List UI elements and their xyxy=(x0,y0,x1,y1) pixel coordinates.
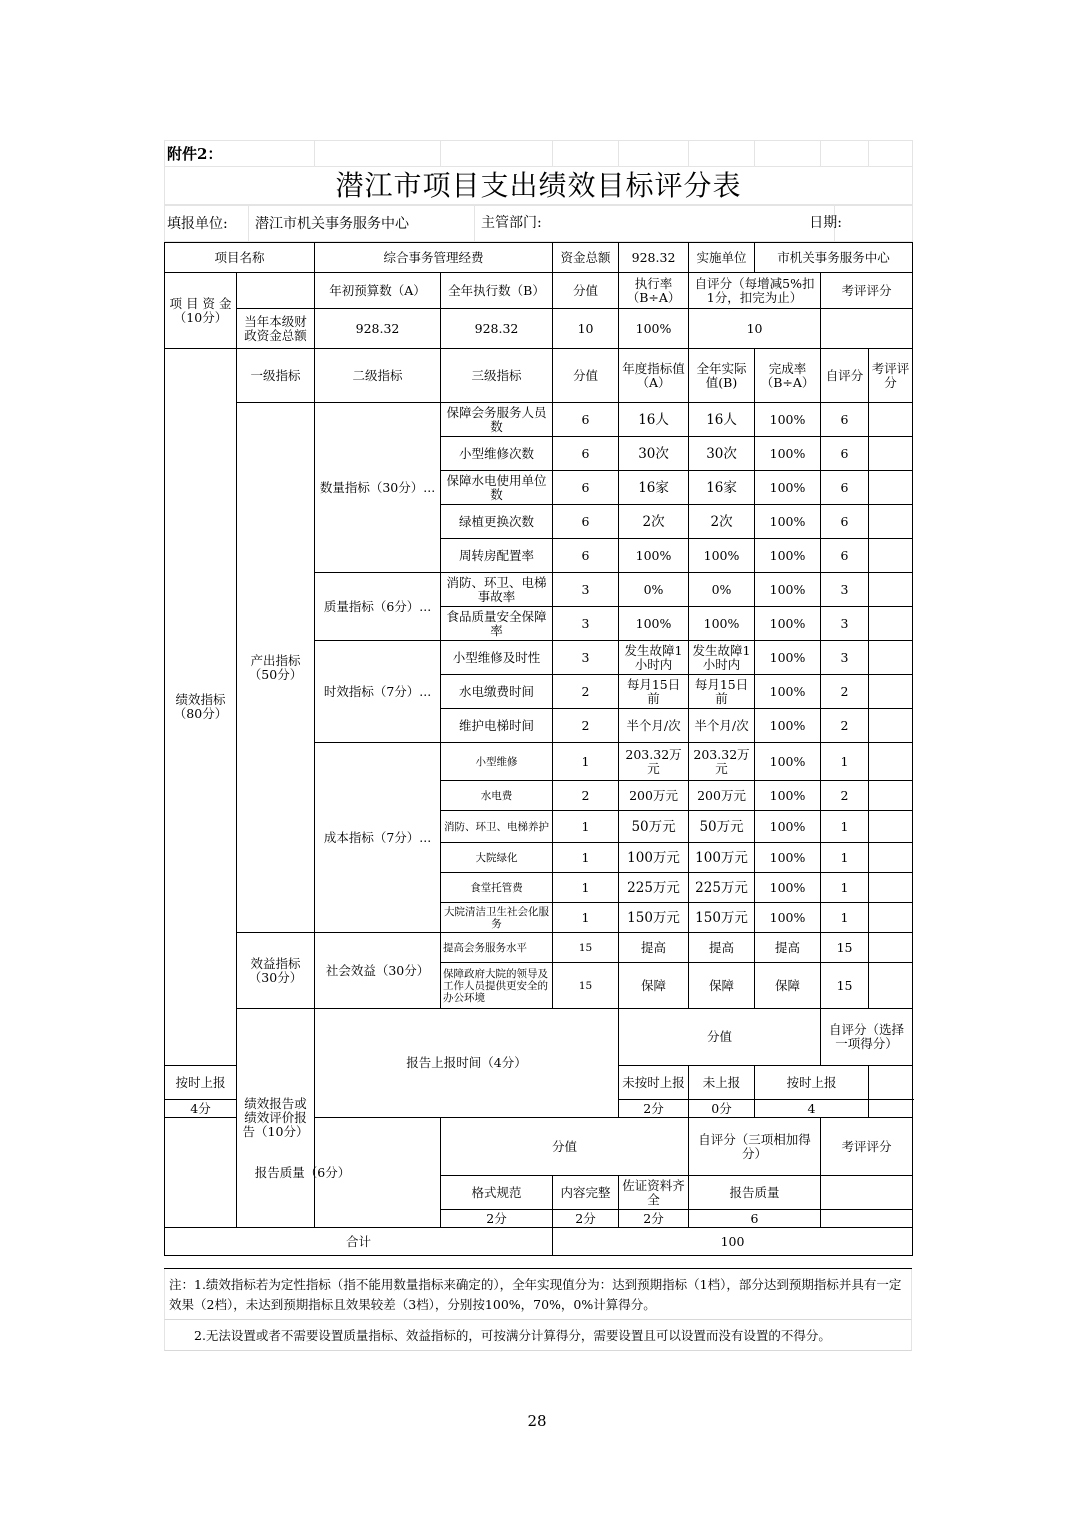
q-evidence: 佐证资料齐全 xyxy=(619,1176,689,1210)
funds-self-value: 10 xyxy=(689,309,821,349)
indicator-actual: 每月15日前 xyxy=(689,675,755,709)
indicator-target: 100% xyxy=(619,607,689,641)
report-time-label: 报告上报时间（4分） xyxy=(315,1009,619,1118)
indicator-name: 大院绿化 xyxy=(441,843,553,873)
page-title: 潜江市项目支出绩效目标评分表 xyxy=(165,167,913,205)
social-benefit-label: 社会效益（30分） xyxy=(315,933,441,1009)
indicator-rate: 100% xyxy=(755,505,821,539)
indicator-score: 2 xyxy=(553,709,619,743)
indicator-actual: 150万元 xyxy=(689,903,755,933)
page-number: 28 xyxy=(527,1412,547,1430)
indicator-self: 15 xyxy=(821,963,869,1009)
indicator-target: 100% xyxy=(619,539,689,573)
indicator-self: 6 xyxy=(821,403,869,437)
indicator-score: 6 xyxy=(553,539,619,573)
report-quality-review-label: 考评评分 xyxy=(821,1118,913,1176)
indicator-name: 消防、环卫、电梯养护 xyxy=(441,811,553,843)
total-value: 100 xyxy=(553,1228,913,1256)
funds-section-label: 项 目 资 金（10分） xyxy=(165,273,237,349)
perf-h-score: 分值 xyxy=(553,349,619,403)
project-name-label: 项目名称 xyxy=(165,243,315,273)
indicator-rate: 100% xyxy=(755,873,821,903)
fill-unit-value: 潜江市机关事务服务中心 xyxy=(249,206,475,242)
indicator-name: 保障水电使用单位数 xyxy=(441,471,553,505)
indicator-actual: 50万元 xyxy=(689,811,755,843)
indicator-actual: 半个月/次 xyxy=(689,709,755,743)
total-funds-label: 资金总额 xyxy=(553,243,619,273)
indicator-actual: 16人 xyxy=(689,403,755,437)
perf-h-actual: 全年实际值(B) xyxy=(689,349,755,403)
indicator-self: 6 xyxy=(821,471,869,505)
indicator-rate: 100% xyxy=(755,781,821,811)
indicator-rate: 100% xyxy=(755,539,821,573)
indicator-target: 保障 xyxy=(619,963,689,1009)
report-quality-self-label: 自评分（三项相加得分） xyxy=(689,1118,821,1176)
indicator-self: 6 xyxy=(821,505,869,539)
indicator-rate: 100% xyxy=(755,709,821,743)
note-1: 注：1.绩效指标若为定性指标（指不能用数量指标来确定的），全年实现值分为：达到预期指标（1档），部分达到预期指标并具有一定效果（2档），未达到预期指标且效果较差（3档），分别按100%，70%，0%计算得分。 xyxy=(164,1269,912,1320)
indicator-score: 2 xyxy=(553,781,619,811)
indicator-rate: 100% xyxy=(755,471,821,505)
indicator-name: 提高会务服务水平 xyxy=(441,933,553,963)
report-time-self-value: 按时上报 xyxy=(755,1066,869,1100)
cost-indicator-label: 成本指标（7分）... xyxy=(315,743,441,933)
indicator-score: 1 xyxy=(553,873,619,903)
indicator-rate: 100% xyxy=(755,437,821,471)
indicator-score: 1 xyxy=(553,811,619,843)
output-indicator-label: 产出指标（50分） xyxy=(237,403,315,933)
indicator-rate: 提高 xyxy=(755,933,821,963)
indicator-name: 小型维修 xyxy=(441,743,553,781)
indicator-name: 水电费 xyxy=(441,781,553,811)
opt-none: 未上报 xyxy=(689,1066,755,1100)
q-content: 内容完整 xyxy=(553,1176,619,1210)
date-label: 日期: xyxy=(809,215,842,231)
indicator-actual: 提高 xyxy=(689,933,755,963)
report-time-self-points: 4 xyxy=(755,1100,869,1118)
indicator-score: 3 xyxy=(553,607,619,641)
perf-h-target: 年度指标值（A） xyxy=(619,349,689,403)
indicator-actual: 225万元 xyxy=(689,873,755,903)
total-label: 合计 xyxy=(165,1228,553,1256)
indicator-self: 2 xyxy=(821,675,869,709)
indicator-target: 30次 xyxy=(619,437,689,471)
pts-none: 0分 xyxy=(689,1100,755,1118)
indicator-self: 6 xyxy=(821,437,869,471)
total-funds-value: 928.32 xyxy=(619,243,689,273)
perf-h-rate: 完成率（B÷A） xyxy=(755,349,821,403)
quality-indicator-label: 质量指标（6分）... xyxy=(315,573,441,641)
form-page xyxy=(164,140,912,1351)
perf-h-level1: 一级指标 xyxy=(237,349,315,403)
indicator-target: 50万元 xyxy=(619,811,689,843)
dept-label: 主管部门: xyxy=(481,215,542,231)
indicator-actual: 100% xyxy=(689,539,755,573)
opt-late: 未按时上报 xyxy=(619,1066,689,1100)
q-content-pts: 2分 xyxy=(553,1210,619,1228)
indicator-score: 6 xyxy=(553,437,619,471)
indicator-actual: 2次 xyxy=(689,505,755,539)
indicator-target: 0% xyxy=(619,573,689,607)
indicator-self: 1 xyxy=(821,743,869,781)
funds-score-value: 10 xyxy=(553,309,619,349)
indicator-name: 食堂托管费 xyxy=(441,873,553,903)
report-section-label: 绩效报告或绩效评价报告（10分） xyxy=(237,1009,315,1228)
indicator-rate: 100% xyxy=(755,403,821,437)
indicator-name: 消防、环卫、电梯事故率 xyxy=(441,573,553,607)
indicator-self: 15 xyxy=(821,933,869,963)
fill-unit-label: 填报单位: xyxy=(165,206,249,242)
indicator-actual: 100万元 xyxy=(689,843,755,873)
opt-ontime: 按时上报 xyxy=(165,1066,237,1100)
indicator-actual: 30次 xyxy=(689,437,755,471)
indicator-target: 150万元 xyxy=(619,903,689,933)
table-row xyxy=(165,403,913,437)
funds-value-row xyxy=(165,309,913,349)
indicator-target: 提高 xyxy=(619,933,689,963)
pts-late: 2分 xyxy=(619,1100,689,1118)
indicator-name: 大院清洁卫生社会化服务 xyxy=(441,903,553,933)
perf-h-level2: 二级指标 xyxy=(315,349,441,403)
indicator-actual: 16家 xyxy=(689,471,755,505)
indicator-score: 15 xyxy=(553,933,619,963)
funds-col-b: 全年执行数（B） xyxy=(441,273,553,309)
indicator-self: 1 xyxy=(821,873,869,903)
indicator-name: 小型维修及时性 xyxy=(441,641,553,675)
report-time-self-label: 自评分（选择一项得分） xyxy=(821,1009,913,1066)
indicator-actual: 203.32万元 xyxy=(689,743,755,781)
indicator-rate: 100% xyxy=(755,743,821,781)
indicator-name: 小型维修次数 xyxy=(441,437,553,471)
indicator-rate: 100% xyxy=(755,811,821,843)
notes xyxy=(164,1268,912,1351)
indicator-score: 15 xyxy=(553,963,619,1009)
annex-label: 附件2： xyxy=(165,141,315,167)
indicator-actual: 保障 xyxy=(689,963,755,1009)
perf-header-row xyxy=(165,349,913,403)
indicator-target: 203.32万元 xyxy=(619,743,689,781)
indicator-rate: 100% xyxy=(755,573,821,607)
funds-col-rate: 执行率（B÷A） xyxy=(619,273,689,309)
indicator-target: 200万元 xyxy=(619,781,689,811)
indicator-self: 3 xyxy=(821,607,869,641)
indicator-self: 2 xyxy=(821,781,869,811)
indicator-target: 2次 xyxy=(619,505,689,539)
indicator-score: 6 xyxy=(553,403,619,437)
indicator-name: 食品质量安全保障率 xyxy=(441,607,553,641)
funds-a-value: 928.32 xyxy=(315,309,441,349)
benefit-indicator-label: 效益指标（30分） xyxy=(237,933,315,1009)
indicator-target: 每月15日前 xyxy=(619,675,689,709)
indicator-rate: 100% xyxy=(755,641,821,675)
funds-col-self: 自评分（每增减5%扣1分，扣完为止） xyxy=(689,273,821,309)
report-quality-score-label: 分值 xyxy=(441,1118,689,1176)
indicator-score: 1 xyxy=(553,843,619,873)
indicator-actual: 发生故障1小时内 xyxy=(689,641,755,675)
score-table xyxy=(164,242,913,1256)
indicator-rate: 保障 xyxy=(755,963,821,1009)
indicator-target: 16人 xyxy=(619,403,689,437)
indicator-name: 维护电梯时间 xyxy=(441,709,553,743)
indicator-actual: 100% xyxy=(689,607,755,641)
project-name-value: 综合事务管理经费 xyxy=(315,243,553,273)
funds-header-row xyxy=(165,273,913,309)
funds-rate-value: 100% xyxy=(619,309,689,349)
pts-ontime: 4分 xyxy=(165,1100,237,1118)
report-quality-self-value: 报告质量 xyxy=(689,1176,821,1210)
indicator-name: 周转房配置率 xyxy=(441,539,553,573)
impl-unit-label: 实施单位 xyxy=(689,243,755,273)
indicator-actual: 0% xyxy=(689,573,755,607)
indicator-target: 发生故障1小时内 xyxy=(619,641,689,675)
indicator-self: 6 xyxy=(821,539,869,573)
project-row xyxy=(165,243,913,273)
q-evidence-pts: 2分 xyxy=(619,1210,689,1228)
indicator-rate: 100% xyxy=(755,607,821,641)
perf-section-label: 绩效指标（80分） xyxy=(165,349,237,1066)
q-format: 格式规范 xyxy=(441,1176,553,1210)
indicator-rate: 100% xyxy=(755,675,821,709)
indicator-self: 3 xyxy=(821,641,869,675)
indicator-self: 1 xyxy=(821,811,869,843)
note-2: 2.无法设置或者不需要设置质量指标、效益指标的，可按满分计算得分，需要设置且可以设置而没有设置的不得分。 xyxy=(164,1320,912,1351)
funds-col-a: 年初预算数（A） xyxy=(315,273,441,309)
indicator-rate: 100% xyxy=(755,843,821,873)
indicator-score: 1 xyxy=(553,743,619,781)
indicator-score: 6 xyxy=(553,471,619,505)
perf-h-level3: 三级指标 xyxy=(441,349,553,403)
report-quality-self-points: 6 xyxy=(689,1210,821,1228)
report-quality-label: 报告质量（6分） xyxy=(165,1118,441,1228)
indicator-actual: 200万元 xyxy=(689,781,755,811)
indicator-target: 16家 xyxy=(619,471,689,505)
fill-info-row xyxy=(164,205,913,242)
indicator-self: 3 xyxy=(821,573,869,607)
perf-h-review: 考评评分 xyxy=(869,349,913,403)
funds-b-value: 928.32 xyxy=(441,309,553,349)
table-row xyxy=(165,933,913,963)
report-time-header-row xyxy=(165,1009,913,1066)
impl-unit-value: 市机关事务服务中心 xyxy=(755,243,913,273)
indicator-score: 6 xyxy=(553,505,619,539)
indicator-target: 100万元 xyxy=(619,843,689,873)
indicator-name: 保障会务服务人员数 xyxy=(441,403,553,437)
indicator-self: 2 xyxy=(821,709,869,743)
indicator-score: 1 xyxy=(553,903,619,933)
total-row xyxy=(165,1228,913,1256)
funds-col-score: 分值 xyxy=(553,273,619,309)
time-indicator-label: 时效指标（7分）... xyxy=(315,641,441,743)
indicator-rate: 100% xyxy=(755,903,821,933)
indicator-target: 225万元 xyxy=(619,873,689,903)
indicator-name: 绿植更换次数 xyxy=(441,505,553,539)
indicator-target: 半个月/次 xyxy=(619,709,689,743)
indicator-score: 2 xyxy=(553,675,619,709)
funds-row-label: 当年本级财政资金总额 xyxy=(237,309,315,349)
quantity-indicator-label: 数量指标（30分）... xyxy=(315,403,441,573)
indicator-name: 水电缴费时间 xyxy=(441,675,553,709)
q-format-pts: 2分 xyxy=(441,1210,553,1228)
report-time-score-label: 分值 xyxy=(619,1009,821,1066)
indicator-name: 保障政府大院的领导及工作人员提供更安全的办公环境 xyxy=(441,963,553,1009)
indicator-self: 1 xyxy=(821,843,869,873)
indicator-self: 1 xyxy=(821,903,869,933)
funds-col-review: 考评评分 xyxy=(821,273,913,309)
indicator-score: 3 xyxy=(553,641,619,675)
form-header xyxy=(164,140,913,205)
perf-h-self: 自评分 xyxy=(821,349,869,403)
indicator-score: 3 xyxy=(553,573,619,607)
